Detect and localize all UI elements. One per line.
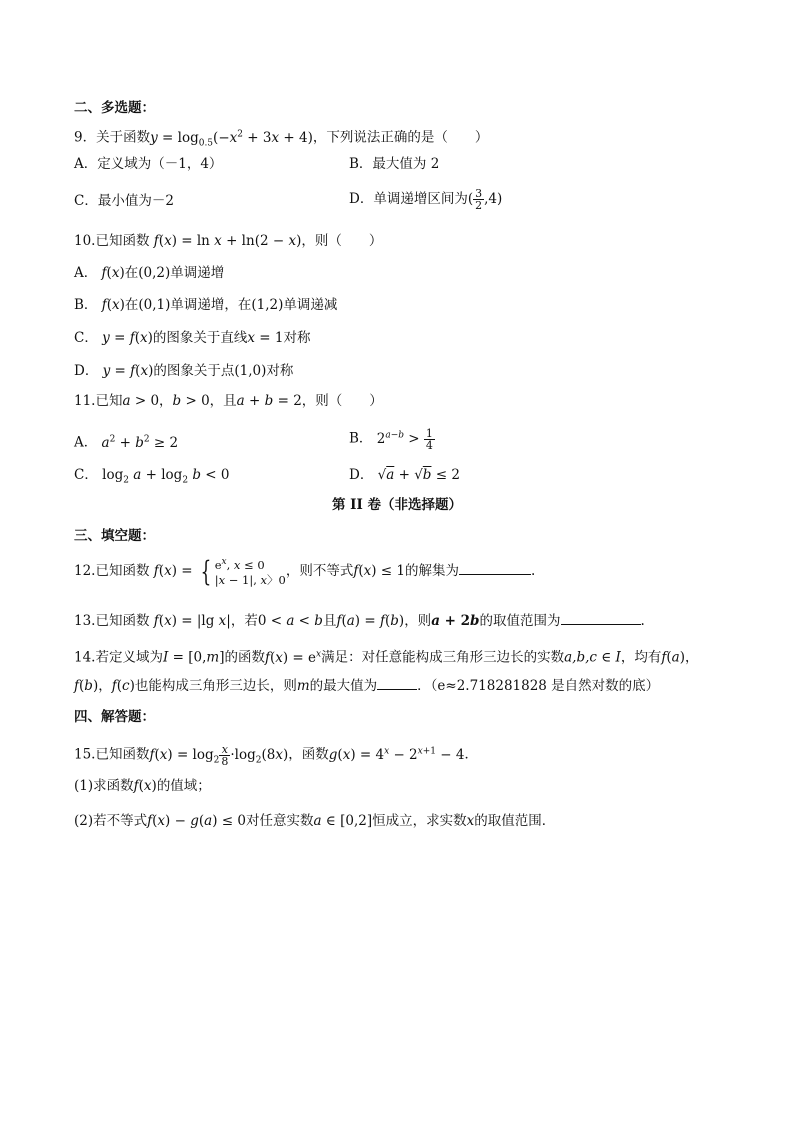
- question-11-stem: 11.已知a > 0，b > 0，且a + b = 2，则（ ）: [74, 393, 383, 409]
- q14-line2-mid2: 也能构成三角形三边长，则: [134, 678, 297, 694]
- q10-option-b-text: 单调递减: [283, 297, 338, 313]
- q11-sep-1: ，: [159, 393, 173, 409]
- q13-end: .: [640, 613, 645, 629]
- q13-mid-3: ，则: [404, 613, 432, 629]
- q14-line2-mid3: 的最大值为: [309, 678, 378, 694]
- q9-stem-pre: 9．关于函数: [74, 129, 151, 146]
- q9-option-d: [349, 186, 502, 212]
- q11-stem-pre: 11.已知: [74, 393, 123, 409]
- q11-option-a: A． $a^2 + b^2 \ge 2$: [74, 434, 179, 451]
- q9-option-a: A．定义域为（－1，4）: [74, 156, 223, 172]
- part-2-title: 第 II 卷（非选择题）: [331, 497, 463, 513]
- section-fill-header: 三、填空题：: [74, 528, 155, 544]
- q13-stem-post: 的取值范围为: [479, 613, 561, 629]
- question-10-stem: [74, 232, 382, 250]
- q12-stem-pre: 12.已知函数: [74, 563, 150, 579]
- q12-stem-post: 的解集为: [405, 563, 459, 579]
- q15-stem-end: ．: [464, 746, 478, 763]
- q15-stem-pre: 15.已知函数: [74, 746, 150, 763]
- q9-option-c: C．最小值为－2: [74, 193, 174, 209]
- q9-option-b: B．最大值为 2: [349, 156, 440, 172]
- q10-option-b-mid: 单调递增，在: [170, 297, 252, 313]
- q15-sub2-mid: 对任意实数: [245, 813, 314, 829]
- q10-option-d-end: 对称: [266, 363, 294, 379]
- q15-sub1-post: 的值域；: [156, 778, 211, 794]
- q10-option-d-text: 的图象关于点: [153, 363, 235, 379]
- q10-stem-post: ，则（ ）: [301, 233, 383, 249]
- q9-stem-post: ，下列说法正确的是（ ）: [312, 129, 489, 146]
- q10-option-c-end: 对称: [283, 330, 311, 346]
- q15-stem-mid: ，函数: [288, 746, 329, 763]
- q12-stem-mid: ，则不等式: [285, 563, 354, 579]
- q11-sep-2: ，且: [209, 393, 237, 409]
- q11-stem-post: ，则（ ）: [301, 393, 383, 409]
- question-13-stem: 13.已知函数 f(x) = |lg x|，若0 < a < b且f(a) = f(b)，则a + 2b的取值范围为 .: [74, 613, 645, 629]
- q10-option-a-text: 单调递增: [170, 265, 225, 281]
- q10-option-a: A． f(x)在(0,2)单调递增: [74, 265, 225, 281]
- q11-option-d: D． √a + √b ≤ 2: [349, 467, 460, 483]
- q10-formula: f(x) = ln x + ln(2 − x): [153, 233, 302, 249]
- q10-option-b: B． f(x)在(0,1)单调递增，在(1,2)单调递减: [74, 297, 338, 313]
- q15-sub2-mid2: 恒成立，求实数: [372, 813, 467, 829]
- q13-answer-blank[interactable]: [561, 612, 641, 625]
- q12-end: .: [531, 563, 536, 579]
- q15-sub1-pre: (1)求函数: [74, 778, 134, 794]
- q11-option-b: B． $2^{a-b}$ > $\frac{1}{4}$: [349, 426, 433, 452]
- section-solve-header: 四、解答题：: [74, 709, 155, 725]
- question-15-stem: 15.已知函数$f(x) = \log_2$ $\frac{x}{8}$ $\cdot\log_2(8x)$，函数$g(x) = 4^x - 2^{x+1} - 4$．: [74, 742, 478, 768]
- q14-line2-mid1: ，: [98, 678, 112, 694]
- question-14-line-2: f(b)，f(c)也能构成三角形三边长，则m的最大值为 ．（e≈2.718281828 是自然对数的底）: [74, 678, 660, 694]
- q9-formula: $y = \log_{0.5}(-x^2 + 3x + 4)$: [150, 129, 313, 149]
- q14-answer-blank[interactable]: [377, 677, 417, 690]
- q14-line1-pre: 14.若定义域为: [74, 649, 163, 666]
- question-12-stem: 12.已知函数 f(x) = { $e^x$, x ≤ 0 |x − 1|, x〉0，则不等式f(x) ≤ 1的解集为 .: [74, 554, 536, 588]
- q14-line1-mid3: ，均有: [620, 649, 662, 666]
- section-multi-choice-header: 二、多选题：: [74, 100, 155, 116]
- q11-option-c: C． $\log_2 a + \log_2 b < 0$: [74, 467, 230, 486]
- q15-subquestion-2: (2)若不等式f(x) − g(a) ≤ 0对任意实数a ∈ [0,2]恒成立，求实数x的取值范围．: [74, 813, 556, 829]
- q12-piecewise: $e^x$, x ≤ 0 |x − 1|, x〉0: [214, 557, 286, 587]
- q15-sub2-post: 的取值范围．: [474, 813, 556, 829]
- q10-stem-pre: 10.已知函数: [74, 233, 150, 249]
- q15-sub2-pre: (2)若不等式: [74, 813, 148, 829]
- q13-mid-1: ，若: [230, 613, 258, 629]
- question-9-stem: [74, 125, 488, 152]
- q10-option-c: C． y = f(x)的图象关于直线x = 1对称: [74, 330, 311, 346]
- q9-option-d-interval: ( $\frac{3}{2}$ ,4): [467, 187, 503, 212]
- q15-subquestion-1: (1)求函数f(x)的值域；: [74, 778, 211, 794]
- q14-line2-note: ．（e≈2.718281828 是自然对数的底）: [417, 678, 660, 694]
- question-14-line-1: 14.若定义域为I = [0,m]的函数$f(x) = e^x$满足：对任意能构成三角形三边长的实数a,b,c ∈ I，均有f(a)，: [74, 649, 699, 666]
- q9-option-d-pre: D．单调递增区间为: [349, 191, 468, 207]
- q10-option-d: D． y = f(x)的图象关于点(1,0)对称: [74, 363, 294, 379]
- q10-option-c-text: 的图象关于直线: [152, 330, 248, 346]
- q13-stem-pre: 13.已知函数: [74, 613, 150, 629]
- q13-mid-2: 且: [322, 613, 337, 629]
- q14-line1-mid1: 的函数: [224, 649, 265, 666]
- q12-answer-blank[interactable]: [459, 562, 531, 575]
- q14-line1-mid2: 满足：对任意能构成三角形三边长的实数: [321, 649, 565, 666]
